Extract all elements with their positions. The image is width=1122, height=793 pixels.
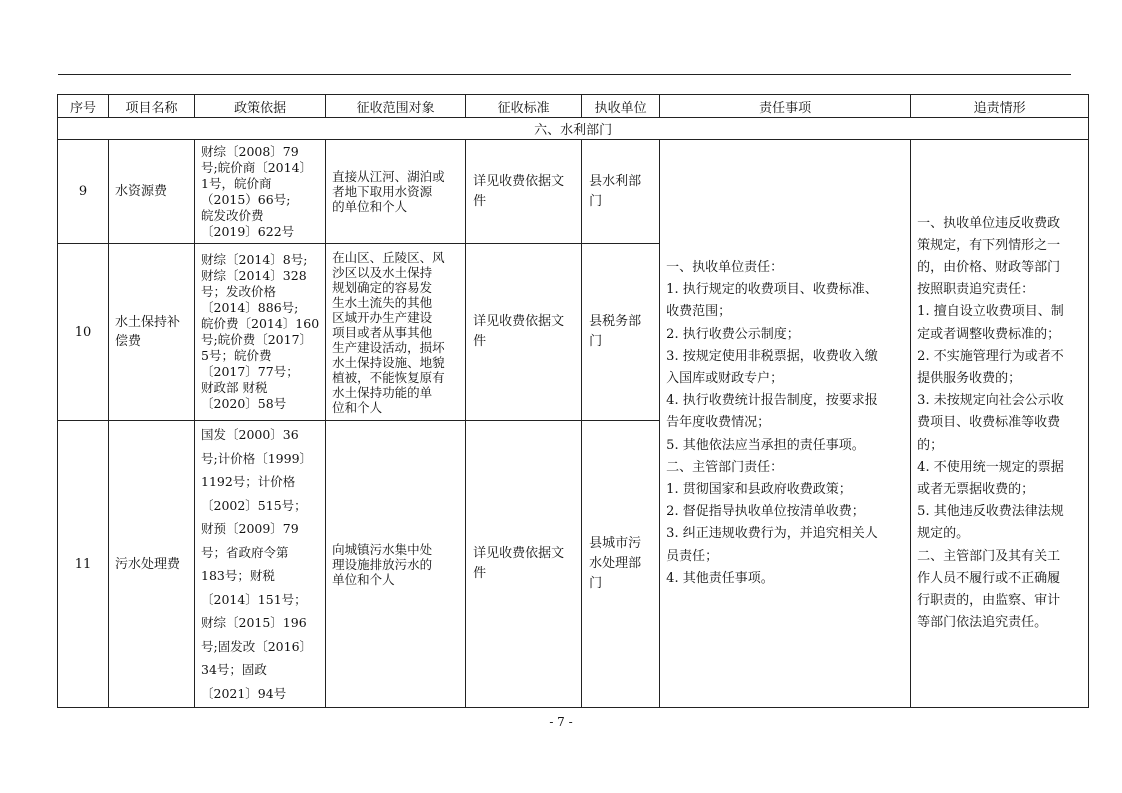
row-scope: 直接从江河、湖泊或 者地下取用水资源 的单位和个人 (326, 140, 466, 244)
header-name: 项目名称 (109, 95, 195, 118)
row-name: 水资源费 (109, 140, 195, 244)
row-name: 水土保持补 偿费 (109, 244, 195, 421)
accountability-cell: 一、执收单位违反收费政 策规定，有下列情形之一 的，由价格、财政等部门 按照职责追究责任： 1. 擅自设立收费项目、制 定或者调整收费标准的； 2. 不实施管理行为或者不 提供服务收费的； 3. 未按规定向社会公示收 费项目、收费标准等收费 的； 4. 不使用统一规定的票据 或者无票据收费的； 5. 其他违反收费法律法规 规定的。 二、主管部门及其有关工 作人员不履行或不正确履 行职责的，由监察、审计 等部门依法追究责任。 (911, 140, 1089, 708)
fee-table (57, 94, 1089, 708)
top-rule (58, 74, 1071, 75)
section-row (58, 118, 1089, 140)
header-unit: 执收单位 (582, 95, 660, 118)
row-standard: 详见收费依据文 件 (466, 421, 582, 708)
header-row (58, 95, 1089, 118)
row-seq: 9 (58, 140, 109, 244)
header-responsibility: 责任事项 (660, 95, 911, 118)
row-scope: 向城镇污水集中处 理设施排放污水的 单位和个人 (326, 421, 466, 708)
row-unit: 县税务部 门 (582, 244, 660, 421)
row-unit: 县城市污 水处理部 门 (582, 421, 660, 708)
row-seq: 11 (58, 421, 109, 708)
row-standard: 详见收费依据文 件 (466, 244, 582, 421)
row-basis: 财综〔2008〕79 号;皖价商〔2014〕 1号，皖价商 （2015）66号; 皖发改价费 〔2019〕622号 (195, 140, 326, 244)
row-basis: 财综〔2014〕8号; 财综〔2014〕328 号；发改价格 〔2014〕886号; 皖价费〔2014〕160 号;皖价费〔2017〕 5号；皖价费 〔2017〕77号； 财政部 财税 〔2020〕58号 (195, 244, 326, 421)
responsibility-cell: 一、执收单位责任： 1. 执行规定的收费项目、收费标准、 收费范围； 2. 执行收费公示制度； 3. 按规定使用非税票据，收费收入缴 入国库或财政专户； 4. 执行收费统计报告制度，按要求报 告年度收费情况； 5. 其他依法应当承担的责任事项。 二、主管部门责任： 1. 贯彻国家和县政府收费政策； 2. 督促指导执收单位按清单收费； 3. 纠正违规收费行为，并追究相关人 员责任； 4. 其他责任事项。 (660, 140, 911, 708)
header-accountability: 追责情形 (911, 95, 1089, 118)
header-seq: 序号 (58, 95, 109, 118)
row-scope: 在山区、丘陵区、风 沙区以及水土保持 规划确定的容易发 生水土流失的其他 区域开办生产建设 项目或者从事其他 生产建设活动，损坏 水土保持设施、地貌 植被，不能恢复原有 水土保持功能的单 位和个人 (326, 244, 466, 421)
header-scope: 征收范围对象 (326, 95, 466, 118)
row-seq: 10 (58, 244, 109, 421)
row-standard: 详见收费依据文 件 (466, 140, 582, 244)
row-basis: 国发〔2000〕36 号;计价格〔1999〕 1192号；计价格 〔2002〕515号； 财预〔2009〕79 号；省政府令第 183号；财税 〔2014〕151号； 财综〔2015〕196 号;固发改〔2016〕 34号；固政 〔2021〕94号 (195, 421, 326, 708)
header-basis: 政策依据 (195, 95, 326, 118)
row-name: 污水处理费 (109, 421, 195, 708)
section-title: 六、水利部门 (58, 118, 1089, 140)
header-standard: 征收标准 (466, 95, 582, 118)
page-number: - 7 - (549, 715, 573, 729)
table-row (58, 140, 1089, 244)
row-unit: 县水利部 门 (582, 140, 660, 244)
